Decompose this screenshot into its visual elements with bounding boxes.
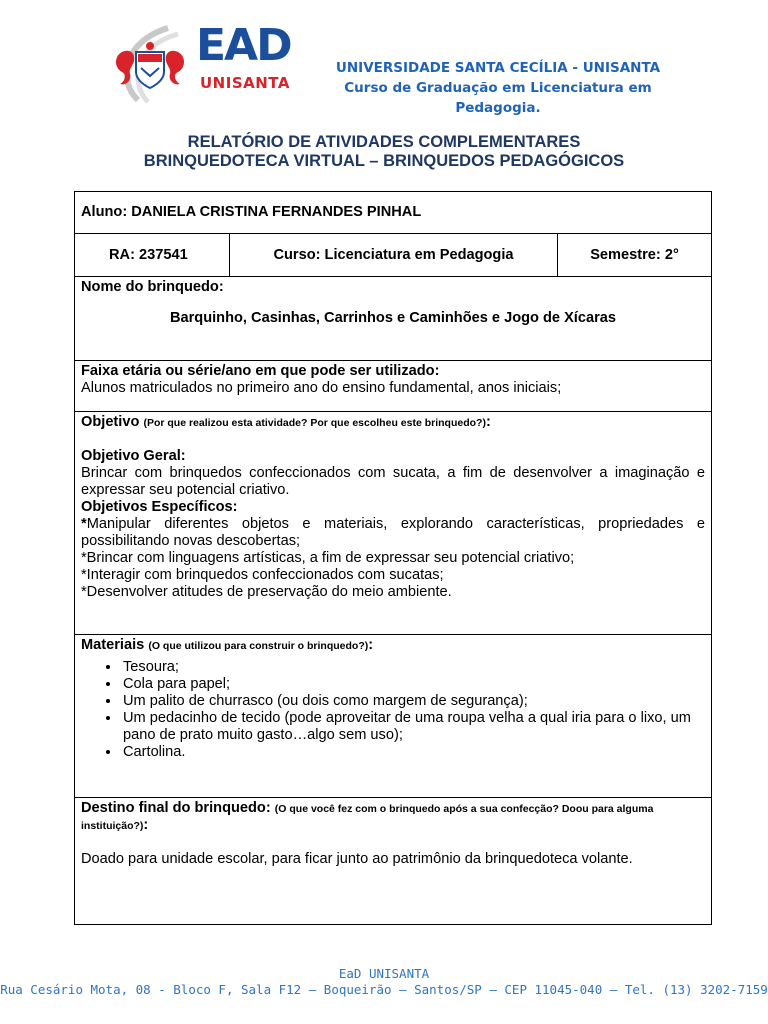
objetivo-hint: (Por que realizou esta atividade? Por que escolheu este brinquedo?) [143,417,486,429]
especifico-item: *Brincar com linguagens artísticas, a fim de expressar seu potencial criativo; [81,550,575,566]
title-line-2: BRINQUEDOTECA VIRTUAL – BRINQUEDOS PEDAGÓGICOS [143,152,625,170]
university-name: UNIVERSIDADE SANTA CECÍLIA - UNISANTA [335,60,661,76]
row-materiais [75,635,711,798]
report-form [74,191,712,925]
especifico-item: *Desenvolver atitudes de preservação do meio ambiente. [81,584,452,600]
footer-address: Rua Cesário Mota, 08 - Bloco F, Sala F12 – Boqueirão – Santos/SP – CEP 11045-040 – Tel. (13) 3202-7159 [0,982,768,997]
logo-unisanta-text: UNISANTA [200,74,290,92]
row-aluno [75,192,711,234]
materiais-item: • Um palito de churrasco (ou dois como margem de segurança); [121,693,711,710]
curso-field: Curso: Licenciatura em Pedagogia [230,234,558,276]
materiais-item: • Cartolina. [121,744,711,761]
semestre-field: Semestre: 2° [590,247,679,263]
footer-title: EaD UNISANTA [338,966,430,981]
materiais-heading: Materiais (O que utilizou para construir o brinquedo?): [81,637,374,653]
materiais-item: • Cola para papel; [121,676,711,693]
ra-field: RA: 237541 [75,234,230,276]
nome-value: Barquinho, Casinhas, Carrinhos e Caminhões e Jogo de Xícaras [169,310,617,326]
header [0,0,768,120]
title-line-1: RELATÓRIO DE ATIVIDADES COMPLEMENTARES [187,133,581,151]
materiais-item: • Tesoura; [121,659,711,676]
nome-label: Nome do brinquedo: [81,279,224,295]
materiais-label: Materiais [81,637,145,653]
row-nome-brinquedo [75,277,711,361]
objetivo-geral-label: Objetivo Geral: [81,448,186,464]
destino-hint: (O que você fez com o brinquedo após a sua confecção? Doou para alguma instituição?) [81,803,654,832]
row-faixa-etaria [75,361,711,412]
objetivo-label: Objetivo [81,414,140,430]
materiais-hint: (O que utilizou para construir o brinquedo?) [148,640,369,652]
seahorse-crest-icon [108,22,200,106]
objetivos-especificos-label: Objetivos Específicos: [81,499,238,515]
row-objetivo [75,412,711,635]
destino-label: Destino final do brinquedo: [81,800,271,816]
row-destino [75,798,711,925]
especifico-item: *Manipular diferentes objetos e materiais, explorando características, propriedades e possibilitando novas descobertas; [81,516,705,549]
destino-heading: Destino final do brinquedo: (O que você fez com o brinquedo após a sua confecção? Doou para alguma instituição?): [81,800,654,833]
row-ra-curso-semestre [75,234,711,277]
destino-value: Doado para unidade escolar, para ficar junto ao patrimônio da brinquedoteca volante. [81,851,633,867]
logo-ead-text: EAD [196,20,291,71]
course-name: Curso de Graduação em Licenciatura em Pedagogia. [344,80,652,116]
faixa-label: Faixa etária ou série/ano em que pode ser utilizado: [81,363,440,379]
materiais-list [75,659,711,761]
university-heading [300,58,696,118]
footer [0,966,768,998]
objetivo-heading: Objetivo (Por que realizou esta atividade? Por que escolheu este brinquedo?): [81,414,491,430]
faixa-value: Alunos matriculados no primeiro ano do ensino fundamental, anos iniciais; [81,380,562,396]
materiais-item: • Um pedacinho de tecido (pode aproveitar de uma roupa velha a qual iria para o lixo, um pano de prato muito gasto…algo sem uso); [121,710,711,744]
unisanta-logo [108,20,291,102]
document-title [0,133,768,171]
objetivo-geral-text: Brincar com brinquedos confeccionados com sucata, a fim de desenvolver a imaginação e expressar seu potencial criativo. [81,465,705,498]
especifico-item: *Interagir com brinquedos confeccionados com sucatas; [81,567,444,583]
aluno-field: Aluno: DANIELA CRISTINA FERNANDES PINHAL [81,204,422,220]
